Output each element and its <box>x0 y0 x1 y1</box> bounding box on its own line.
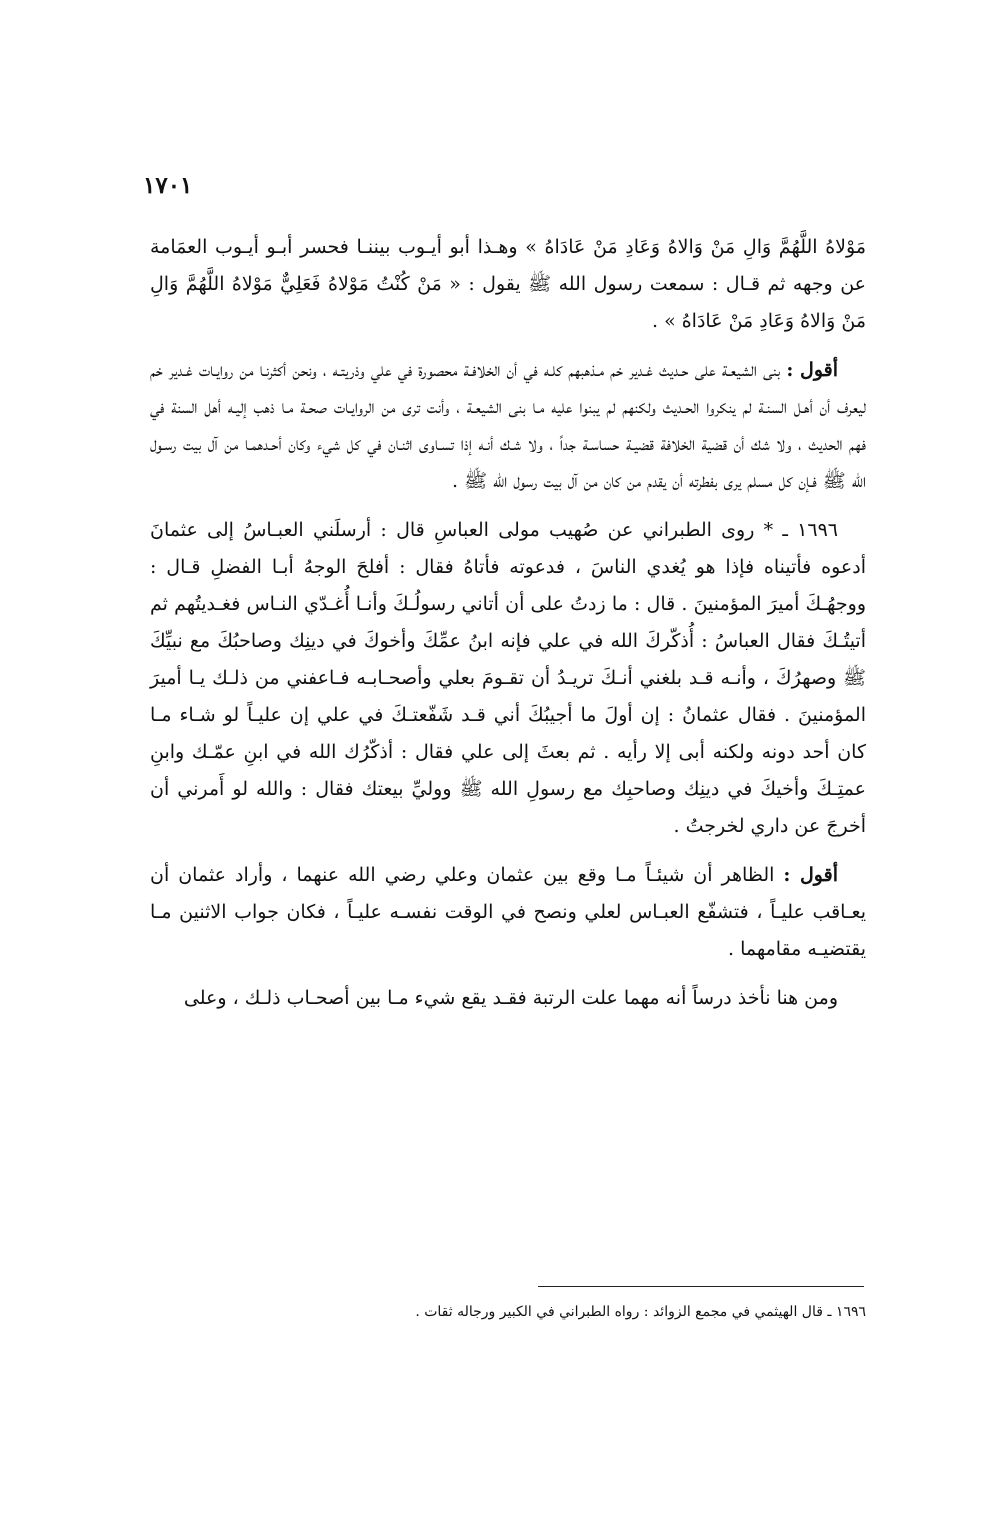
commentary-lead-label: أقول : <box>783 864 838 886</box>
commentary-text: الظاهر أن شيئـاً مـا وقع بين عثمان وعلي رضي الله عنهما ، وأراد عثمان أن يعـاقب عليـاً ، فتشفّع العبـاس لعلي ونصح في الوقت نفسـه عليـاً ، فكان جواب الاثنين مـا يقتضيـه مقامهما . <box>150 864 866 960</box>
main-text <box>150 229 866 1017</box>
footnote-divider <box>538 1286 864 1287</box>
commentary-lead-label: أقول : <box>786 359 838 381</box>
paragraph-lesson: ومن هنا نأخذ درساً أنه مهما علت الرتبة فقـد يقع شيء مـا بين أصحـاب ذلـك ، وعلى <box>183 987 838 1009</box>
paragraph-commentary-1 <box>150 352 866 500</box>
paragraph-hadith-continuation: مَوْلاهُ اللَّهُمَّ وَالِ مَنْ وَالاهُ وَعَادِ مَنْ عَادَاهُ » وهـذا أبو أيـوب بيننـا فحسر أبـو أيـوب العمَامة عن وجهه ثم قـال : سمعت رسول الله ﷺ يقول : « مَنْ كُنْتُ مَوْلاهُ فَعَلِيٌّ مَوْلاهُ اللَّهُمَّ وَالِ مَنْ وَالاهُ وَعَادِ مَنْ عَادَاهُ » . <box>150 236 866 332</box>
commentary-text: بنى الشيعـة على حـديث غـدير خم مـذهبهم كلـه في أن الخلافـة محصورة في علي وذريتـه ، ونحن أكثرنـا من روايـات غـدير خم ليعرف أن أهـل السنـة لم ينكروا الحـديث ولكنهم لم يبنوا عليه مـا بنى الشيعـة ، وأنت ترى من الروايـات صحـة مـا ذهب إليـه أهل السنة في فهم الحديث ، ولا شك أن قضية الخلافة قضيـة حساسـة جداً ، ولا شـك أنـه إذا تسـاوى اثنـان في كل شيء وكان أحـدهمـا من آل بيت رسـول الله ﷺ فـإن كل مسلم يرى بفطرته أن يقدم من كان من آل بيت رسول الله ﷺ . <box>150 359 866 492</box>
footnote: ١٦٩٦ ـ قال الهيثمي في مجمع الزوائد : رواه الطبراني في الكبير ورجاله ثقات . <box>415 1304 866 1320</box>
paragraph-hadith-1696: ١٦٩٦ ـ * روى الطبراني عن صُهيب مولى العباسِ قال : أرسلَني العبـاسُ إلى عثمانَ أدعوه فأتيناه فإذا هو يُغدي الناسَ ، فدعوته فأتاهُ فقال : أفلحَ الوجهُ أبـا الفضلِ قـال : ووجهُـكَ أميرَ المؤمنينَ . قال : ما زدتُ على أن أتاني رسولُـكَ وأنـا أُغـدّي النـاس فغـديتُهم ثم أتيتُـكَ فقال العباسُ : أُذكّركَ الله في علي فإنه ابنُ عمِّكَ وأخوكَ في دينِك وصاحبُكَ مع نبيِّكَ ﷺ وصهرُكَ ، وأنـه قـد بلغني أنـكَ تريـدُ أن تقـومَ بعلي وأصحـابـه فـاعفني من ذلـك يـا أميرَ المؤمنينَ . فقال عثمانُ : إن أولَ ما أجيبُكَ أني قـد شَفّعتـكَ في علي إن عليـاً لو شـاء مـا كان أحد دونه ولكنه أبى إلا رأيه . ثم بعثَ إلى علي فقال : أذكّرُك الله في ابنِ عمّـك وابنِ عمتِـكَ وأخيكَ في دينِك وصاحبِك مع رسولِ الله ﷺ ووليِّ بيعتك فقال : والله لو أَمرني أن أخرجَ عن داري لخرجتُ . <box>150 519 866 837</box>
paragraph-commentary-2 <box>150 857 866 968</box>
page-number: ١٧٠١ <box>143 172 193 199</box>
